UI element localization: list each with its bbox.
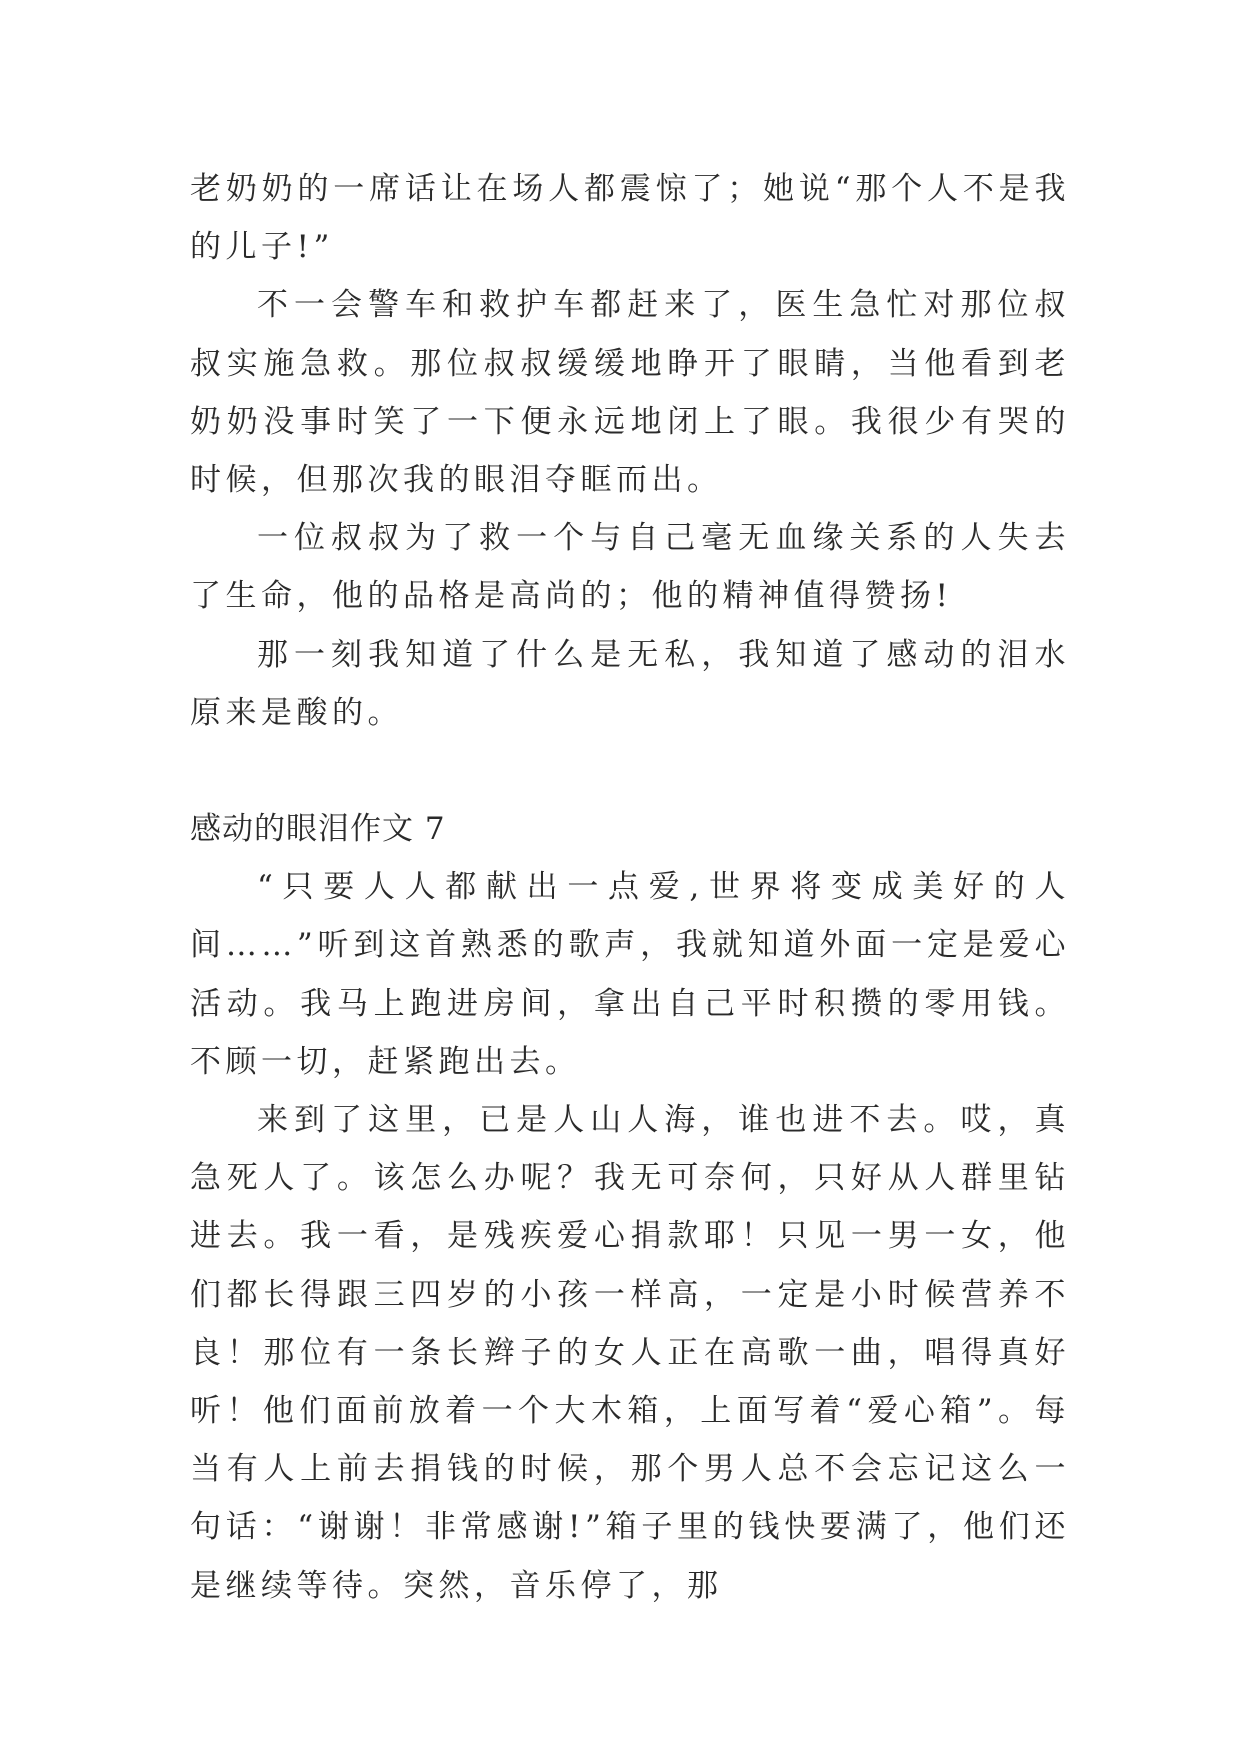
paragraph: 不一会警车和救护车都赶来了，医生急忙对那位叔叔实施急救。那位叔叔缓缓地睁开了眼睛，当他看到老奶奶没事时笑了一下便永远地闭上了眼。我很少有哭的时候，但那次我的眼泪夺眶而出。 [190,287,1070,499]
paragraph: 来到了这里，已是人山人海，谁也进不去。哎，真急死人了。该怎么办呢？我无可奈何，只好从人群里钻进去。我一看，是残疾爱心捐款耶！只见一男一女，他们都长得跟三四岁的小孩一样高，一定是小时候营养不良！那位有一条长辫子的女人正在高歌一曲，唱得真好听！他们面前放着一个大木箱，上面写着“爱心箱”。每当有人上前去捐钱的时候，那个男人总不会忘记这么一句话：“谢谢！非常感谢!”箱子里的钱快要满了，他们还是继续等待。突然，音乐停了，那 [190,1102,1070,1604]
paragraph: 那一刻我知道了什么是无私，我知道了感动的泪水原来是酸的。 [190,636,1070,731]
document-body [190,160,1070,1615]
paragraph-continued: 老奶奶的一席话让在场人都震惊了；她说“那个人不是我的儿子!” [190,171,1070,266]
section-spacer [190,742,1070,800]
paragraph: “只要人人都献出一点爱,世界将变成美好的人间……”听到这首熟悉的歌声，我就知道外面一定是爱心活动。我马上跑进房间，拿出自己平时积攒的零用钱。不顾一切，赶紧跑出去。 [190,869,1070,1080]
essay-heading: 感动的眼泪作文 7 [190,811,446,848]
paragraph: 一位叔叔为了救一个与自己毫无血缘关系的人失去了生命，他的品格是高尚的；他的精神值得赞扬! [190,520,1070,615]
